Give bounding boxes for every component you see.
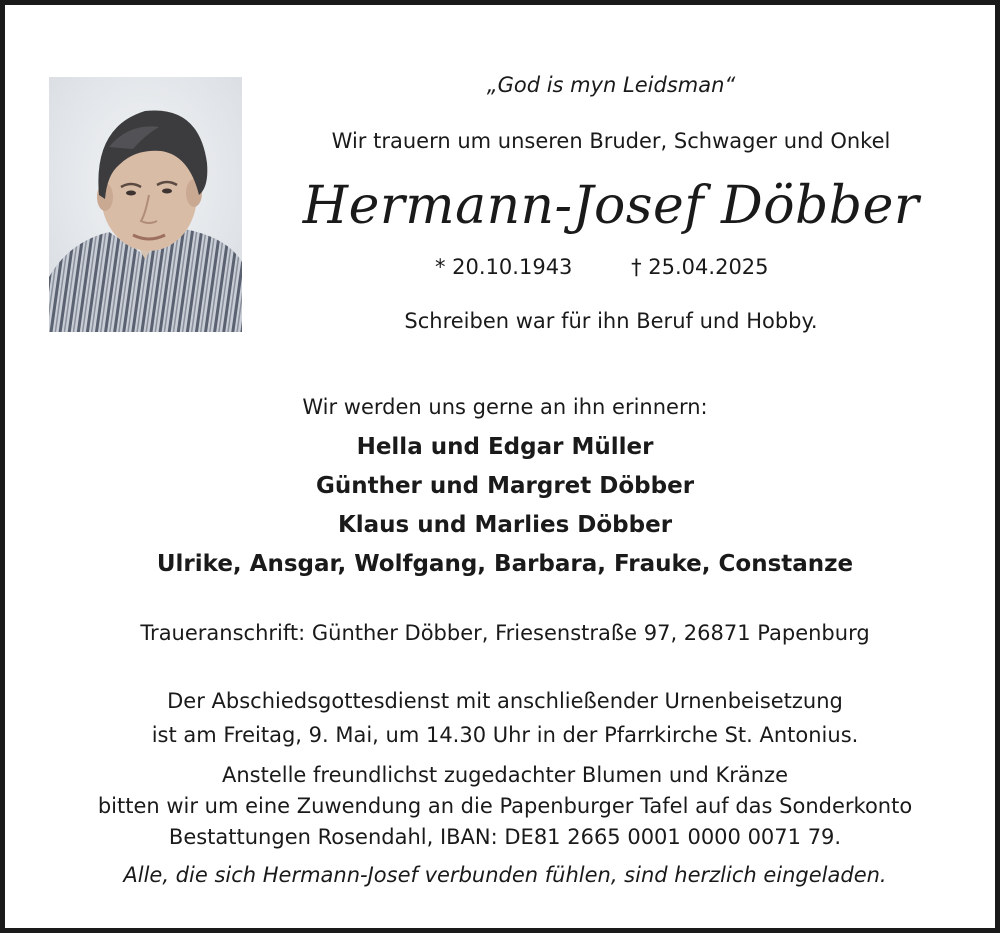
- donation-line: bitten wir um eine Zuwendung an die Papenburger Tafel auf das Sonderkonto: [97, 794, 913, 818]
- service-line: Der Abschiedsgottesdienst mit anschließender Urnenbeisetzung: [167, 689, 843, 713]
- donation-line: Anstelle freundlichst zugedachter Blumen und Kränze: [221, 763, 788, 787]
- motto: „God is myn Leidsman“: [486, 73, 736, 97]
- intro-text: Wir trauern um unseren Bruder, Schwager und Onkel: [331, 129, 891, 153]
- mourner-line: Günther und Margret Döbber: [315, 473, 695, 499]
- death-date: † 25.04.2025: [631, 255, 769, 279]
- tagline: Schreiben war für ihn Beruf und Hobby.: [404, 309, 818, 333]
- service-line: ist am Freitag, 9. Mai, um 14.30 Uhr in der Pfarrkirche St. Antonius.: [151, 723, 859, 747]
- mourner-line: Ulrike, Ansgar, Wolfgang, Barbara, Frauke, Constanze: [156, 551, 854, 577]
- portrait-photo: [49, 77, 242, 332]
- mourner-line: Hella und Edgar Müller: [356, 434, 654, 460]
- life-dates: [435, 255, 769, 279]
- donation-line: Bestattungen Rosendahl, IBAN: DE81 2665 0001 0000 0071 79.: [168, 825, 842, 849]
- remember-text: Wir werden uns gerne an ihn erinnern:: [302, 395, 708, 419]
- birth-date: * 20.10.1943: [435, 255, 573, 279]
- mourning-address: Traueranschrift: Günther Döbber, Friesenstraße 97, 26871 Papenburg: [140, 621, 870, 645]
- deceased-name: Hermann-Josef Döbber: [302, 176, 920, 236]
- closing-invitation: Alle, die sich Hermann-Josef verbunden fühlen, sind herzlich eingeladen.: [123, 863, 887, 887]
- mourner-line: Klaus und Marlies Döbber: [337, 512, 673, 538]
